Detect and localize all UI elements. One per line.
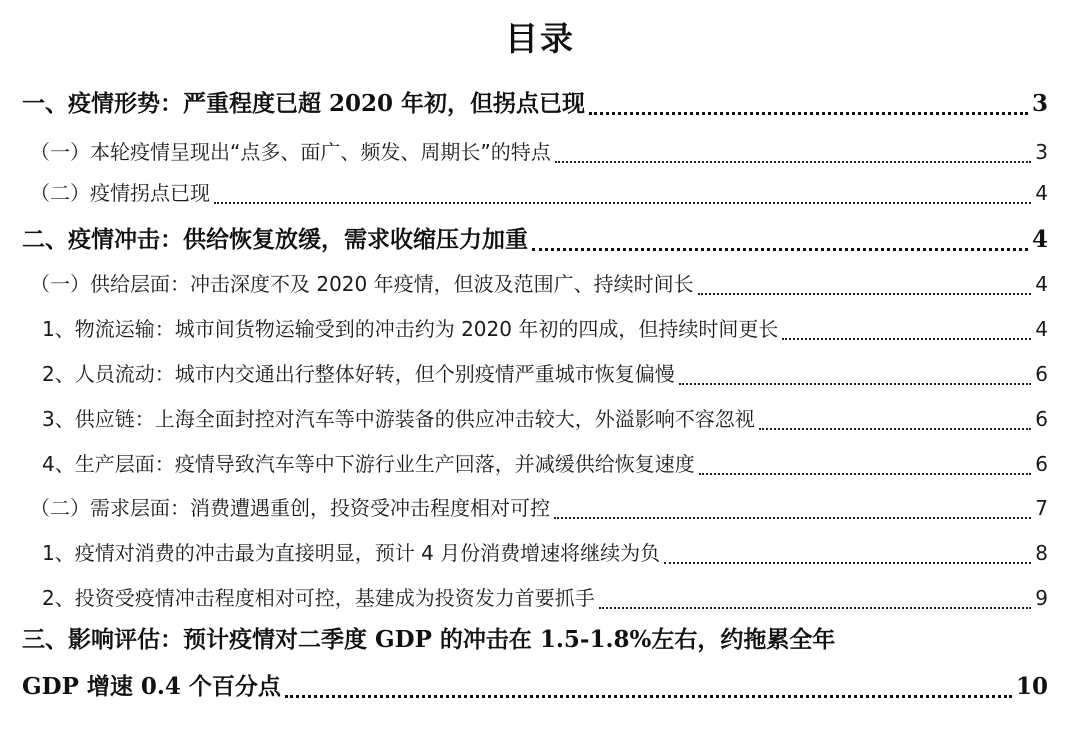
dot-leader: [759, 427, 1032, 430]
toc-entry-page: 8: [1035, 541, 1048, 565]
toc-entry-page: 4: [1035, 272, 1048, 296]
toc-entry-page: 7: [1035, 496, 1048, 520]
toc-entry-section-2[interactable]: [22, 222, 1048, 258]
dot-leader: [664, 561, 1031, 564]
dot-leader: [214, 201, 1031, 204]
toc-entry-label: （一）本轮疫情呈现出“点多、面广、频发、周期长”的特点: [30, 140, 551, 164]
toc-entry-label: 3、供应链：上海全面封控对汽车等中游装备的供应冲击较大，外溢影响不容忽视: [42, 407, 755, 431]
toc-entry-page: 6: [1035, 362, 1048, 386]
toc-entry-section-3-line1[interactable]: [22, 622, 1048, 658]
toc-entry-section-1-1[interactable]: [30, 135, 1048, 169]
toc-entry-section-2-1[interactable]: [30, 267, 1048, 301]
toc-entry-label: （一）供给层面：冲击深度不及 2020 年疫情，但波及范围广、持续时间长: [30, 272, 694, 296]
dot-leader: [532, 247, 1028, 251]
dot-leader: [782, 337, 1031, 340]
toc-entry-section-2-2[interactable]: [30, 491, 1048, 525]
toc-entry-label: （二）疫情拐点已现: [30, 181, 210, 205]
toc-entry-label: 二、疫情冲击：供给恢复放缓，需求收缩压力加重: [22, 226, 528, 253]
toc-entry-label: 一、疫情形势：严重程度已超 2020 年初，但拐点已现: [22, 90, 586, 117]
toc-entry-page: 9: [1035, 586, 1048, 610]
toc-entry-section-2-2-2[interactable]: [42, 581, 1048, 615]
dot-leader: [285, 694, 1012, 698]
toc-entry-section-2-1-3[interactable]: [42, 402, 1048, 436]
dot-leader: [554, 516, 1031, 519]
toc-entry-section-2-1-4[interactable]: [42, 447, 1048, 481]
toc-entry-label: 2、人员流动：城市内交通出行整体好转，但个别疫情严重城市恢复偏慢: [42, 362, 675, 386]
toc-entry-page: 10: [1015, 673, 1048, 700]
toc-entry-label: 1、疫情对消费的冲击最为直接明显，预计 4 月份消费增速将继续为负: [42, 541, 661, 565]
toc-entry-label: GDP 增速 0.4 个百分点: [22, 673, 281, 700]
toc-entry-page: 3: [1035, 140, 1048, 164]
toc-entry-page: 6: [1035, 452, 1048, 476]
dot-leader: [589, 111, 1028, 115]
toc-entry-label: 2、投资受疫情冲击程度相对可控，基建成为投资发力首要抓手: [42, 586, 595, 610]
toc-entry-label: （二）需求层面：消费遭遇重创，投资受冲击程度相对可控: [30, 496, 550, 520]
dot-leader: [698, 292, 1032, 295]
toc-entry-page: 6: [1035, 407, 1048, 431]
page-title: 目录: [505, 19, 575, 58]
toc-entry-section-2-2-1[interactable]: [42, 536, 1048, 570]
toc-entry-page: 4: [1035, 181, 1048, 205]
toc-entry-section-3-line2[interactable]: [22, 669, 1048, 705]
toc-entry-page: 4: [1031, 226, 1048, 253]
toc-entry-label: 4、生产层面：疫情导致汽车等中下游行业生产回落，并减缓供给恢复速度: [42, 452, 695, 476]
toc-entry-label: 三、影响评估：预计疫情对二季度 GDP 的冲击在 1.5-1.8%左右，约拖累全年: [22, 626, 836, 653]
toc-entry-section-2-1-1[interactable]: [42, 312, 1048, 346]
dot-leader: [679, 382, 1032, 385]
toc-entry-section-1[interactable]: [22, 86, 1048, 122]
toc-entry-page: 3: [1031, 90, 1048, 117]
toc-entry-page: 4: [1035, 317, 1048, 341]
toc-entry-section-1-2[interactable]: [30, 176, 1048, 210]
dot-leader: [599, 606, 1032, 609]
toc-entry-label: 1、物流运输：城市间货物运输受到的冲击约为 2020 年初的四成，但持续时间更长: [42, 317, 779, 341]
dot-leader: [699, 472, 1032, 475]
dot-leader: [555, 160, 1032, 163]
toc-entry-section-2-1-2[interactable]: [42, 357, 1048, 391]
